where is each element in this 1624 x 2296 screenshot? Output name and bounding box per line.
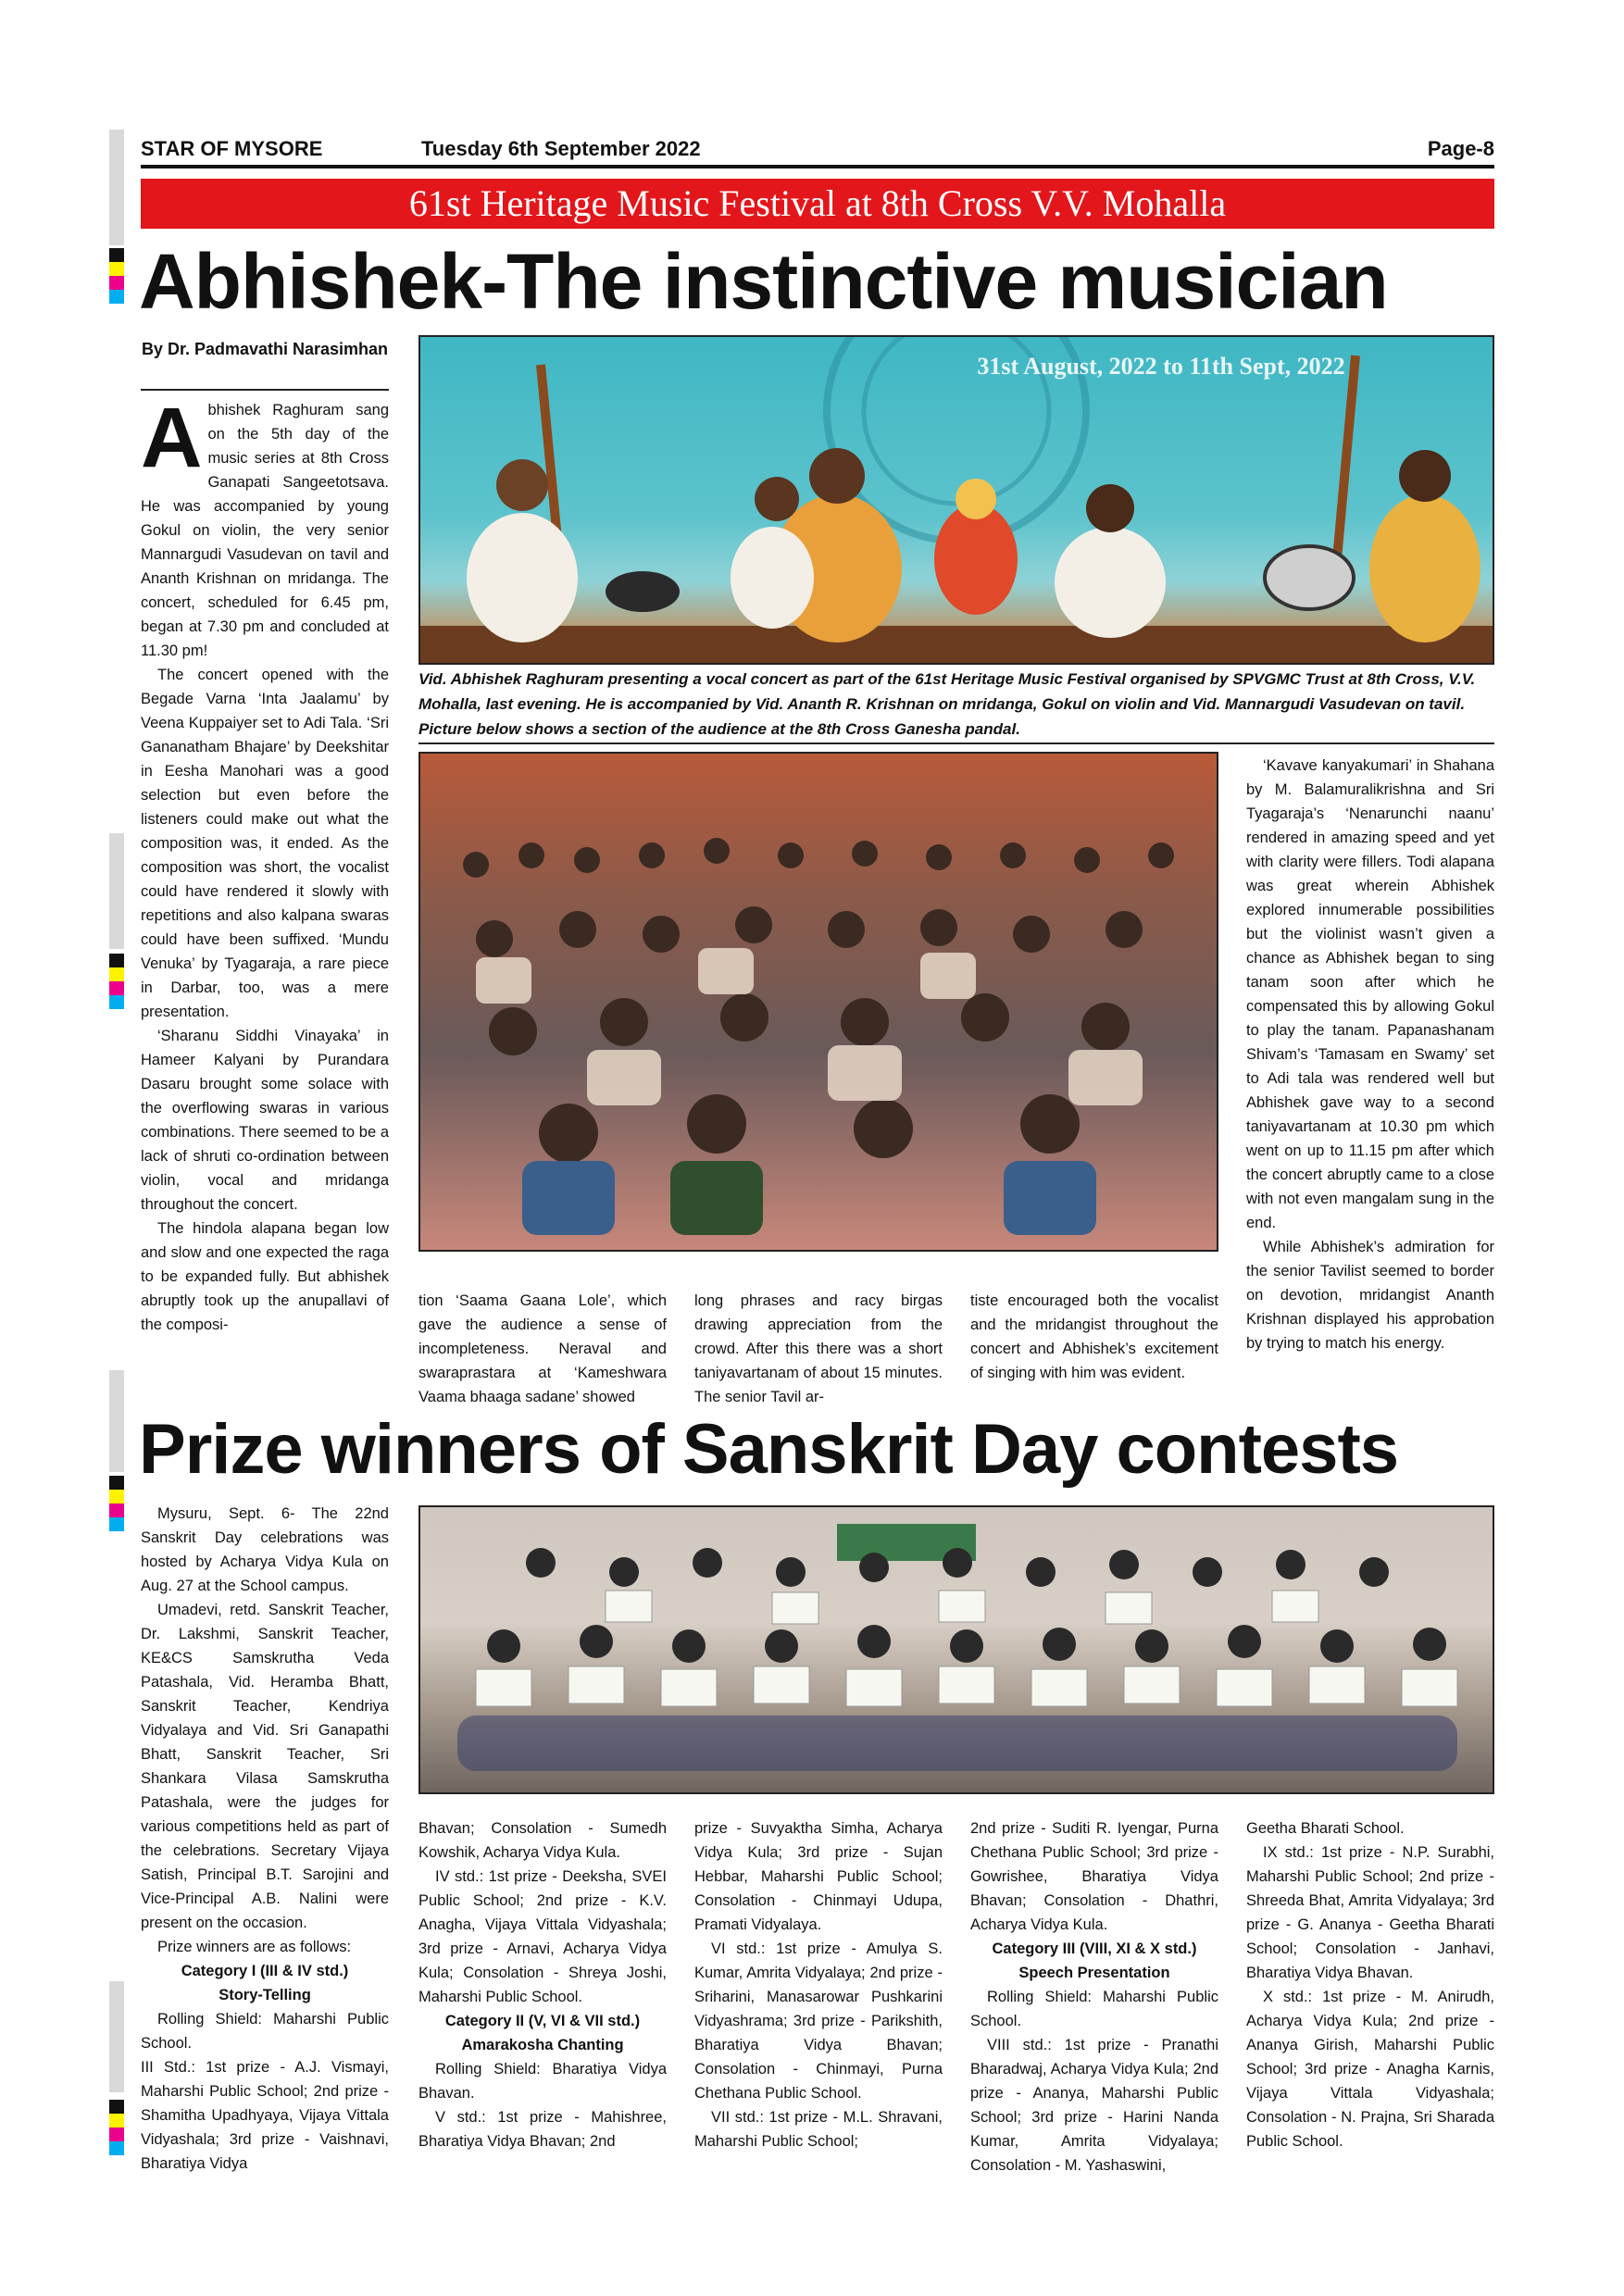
paragraph: long phrases and racy birgas drawing appreciation from the crowd. After this there was a short taniyavartanam of about 15 minutes. The senior Tavil ar- <box>694 1292 943 1405</box>
color-registration-mark <box>109 2100 124 2155</box>
prize-winners-illustration <box>420 1507 1493 1792</box>
category-heading: Category I (III & IV std.) <box>181 1963 349 1979</box>
paragraph: The concert opened with the Begade Varna ‘Inta Jaalamu’ by Veena Kuppaiyer set to Adi Tala. ‘Sri Gananatham Bhajare’ by Deekshitar in Eesha Manohari was a good selection but even before the listeners could make out what the composition was, it ended. As the composition was short, the vocalist could have rendered it slowly with repetitions and also kalpana swaras could have been suffixed. ‘Mundu Venuka’ by Tyagaraja, a rare piece in Darbar, too, was a mere presentation. <box>141 667 389 1020</box>
paragraph: bhishek Raghuram sang on the 5th day of the music series at 8th Cross Ganapati Sangeetotsava. He was accompanied by young Gokul on violin, the very senior Mannargudi Vasudevan on tavil and Ananth Krishnan on mridanga. The concert, scheduled for 6.45 pm, began at 7.30 pm and concluded at 11.30 pm! <box>141 402 389 659</box>
paragraph: X std.: 1st prize - M. Anirudh, Acharya Vidya Kula; 2nd prize - Ananya Girish, Maharshi Public School; 3rd prize - Anagha Karnis, Vijaya Vittala Vidyashala; Consolation - N. Prajna, Sri Sharada Public School. <box>1246 1989 1494 2150</box>
paragraph: ‘Sharanu Siddhi Vinayaka’ in Hameer Kalyani by Purandara Dasaru brought some solace with the overflowing swaras in various combinations. There seemed to be a lack of shruti co-ordination between violin, vocal and mridanga throughout the concert. <box>141 1028 389 1213</box>
paragraph: Bhavan; Consolation - Sumedh Kowshik, Acharya Vidya Kula. <box>418 1820 667 1861</box>
audience-photo <box>418 752 1218 1252</box>
registration-bar <box>109 1981 124 2092</box>
paragraph: VI std.: 1st prize - Amulya S. Kumar, Amrita Vidyalaya; 2nd prize - Sriharini, Manasarowar Pushkarini Vidyashrama; 3rd prize - Parikshith, Bharatiya Vidya Bhavan; Consolation - Chinmayi, Purna Chethana Public School. <box>694 1940 943 2102</box>
article-headline: Prize winners of Sanskrit Day contests <box>139 1410 1399 1489</box>
color-registration-mark <box>109 954 124 1009</box>
photo-banner-text: 31st August, 2022 to 11th Sept, 2022 <box>977 353 1345 380</box>
paragraph: tiste encouraged both the vocalist and the mridangist throughout the concert and Abhishek’s excitement of singing with him was evident. <box>970 1292 1218 1381</box>
paragraph: Rolling Shield: Maharshi Public School. <box>970 1989 1218 2029</box>
article-column-1 <box>141 391 389 1337</box>
contest-heading: Story-Telling <box>219 1987 311 2003</box>
category-heading: Category II (V, VI & VII std.) <box>444 2013 641 2029</box>
paragraph: VIII std.: 1st prize - Pranathi Bharadwaj, Acharya Vidya Kula; 2nd prize - Ananya, Maharshi Public School; 3rd prize - Harini Nanda Kumar, Amrita Vidyalaya; Consolation - M. Yashaswini, <box>970 2037 1218 2174</box>
page-number: Page-8 <box>1427 137 1494 160</box>
paragraph: VII std.: 1st prize - M.L. Shravani, Maharshi Public School; <box>694 2109 943 2150</box>
color-registration-mark <box>109 248 124 304</box>
paragraph: 2nd prize - Suditi R. Iyengar, Purna Chethana Public School; 3rd prize - Gowrishee, Bharatiya Vidya Bhavan; Consolation - Dhathri, Acharya Vidya Kula. <box>970 1820 1218 1933</box>
paragraph: Geetha Bharati School. <box>1246 1820 1405 1837</box>
registration-bar <box>109 130 124 245</box>
registration-bar <box>109 833 124 949</box>
article-column-5 <box>1246 1816 1494 2153</box>
paragraph: ‘Kavave kanyakumari’ in Shahana by M. Balamuralikrishna and Sri Tyagaraja’s ‘Nenarunchi naanu’ rendered in amazing speed and yet with clarity were fillers. Todi alapana was great wherein Abhishek explored innumerable possibilities but the violinist wasn’t given a chance as Abhishek began to sing tanam soon after which he compensated this by allowing Gokul to play the tanam. Papanashanam Shivam’s ‘Tamasam en Swamy’ set to Adi tala was rendered well but Abhishek gave way to a second taniyavartanam at 10.30 pm which went on up to 11.15 pm after which the concert abruptly came to a close with not even mangalam sung in the end. <box>1246 757 1494 1231</box>
paragraph: While Abhishek’s admiration for the senior Tavilist seemed to border on devotion, mridangist Ananth Krishnan displayed his approbation by trying to match his energy. <box>1246 1239 1494 1352</box>
masthead-rule <box>141 165 1494 168</box>
article-column-3 <box>694 1289 943 1409</box>
prize-winners-photo <box>418 1505 1494 1794</box>
paragraph: IV std.: 1st prize - Deeksha, SVEI Public School; 2nd prize - K.V. Anagha, Vijaya Vittala Vidyashala; 3rd prize - Arnavi, Acharya Vidya Kula; Consolation - Shreya Joshi, Maharshi Public School. <box>418 1868 667 2005</box>
issue-date: Tuesday 6th September 2022 <box>421 137 701 160</box>
article-column-2 <box>418 1289 667 1409</box>
drop-cap: A <box>141 391 203 485</box>
paragraph: tion ‘Saama Gaana Lole’, which gave the audience a sense of incompleteness. Neraval and swaraprastara at ‘Kameshwara Vaama bhaaga sadane’ showed <box>418 1292 667 1405</box>
paragraph: prize - Suvyaktha Simha, Acharya Vidya Kula; 3rd prize - Sujan Hebbar, Maharshi Public School; Consolation - Chinmayi Udupa, Pramati Vidyalaya. <box>694 1820 943 1933</box>
article-column-4 <box>970 1816 1218 2177</box>
paragraph: Umadevi, retd. Sanskrit Teacher, Dr. Lakshmi, Sanskrit Teacher, KE&CS Samskrutha Veda Patashala, Vid. Heramba Bhatt, Sanskrit Teacher, Kendriya Vidyalaya and Vid. Sri Ganapathi Bhatt, Sanskrit Teacher, Sri Shankara Vilasa Samskrutha Patashala, were the judges for various competitions held as part of the celebrations. Secretary Vijaya Satish, Principal B.T. Sarojini and Vice-Principal A.B. Nalini were present on the occasion. <box>141 1602 389 1931</box>
paragraph: The hindola alapana began low and slow and one expected the raga to be expanded fully. But abhishek abruptly took up the anupallavi of the composi- <box>141 1220 389 1333</box>
concert-photo <box>418 335 1494 665</box>
section-banner: 61st Heritage Music Festival at 8th Cross V.V. Mohalla <box>141 179 1494 229</box>
concert-illustration <box>420 337 1493 663</box>
audience-illustration <box>420 754 1217 1250</box>
paragraph: Rolling Shield: Maharshi Public School. <box>141 2011 389 2052</box>
byline: By Dr. Padmavathi Narasimhan <box>141 340 389 358</box>
contest-heading: Speech Presentation <box>1018 1965 1170 1981</box>
paragraph: Mysuru, Sept. 6- The 22nd Sanskrit Day celebrations was hosted by Acharya Vidya Kula on Aug. 27 at the School campus. <box>141 1505 389 1594</box>
paragraph: III Std.: 1st prize - A.J. Vismayi, Maharshi Public School; 2nd prize - Shamitha Upadhyaya, Vijaya Vittala Vidyashala; 3rd prize - Vaishnavi, Bharatiya Vidya <box>141 2059 389 2172</box>
article-headline: Abhishek-The instinctive musician <box>139 238 1388 325</box>
article-column-5 <box>1246 754 1494 1355</box>
photo-caption: Vid. Abhishek Raghuram presenting a vocal concert as part of the 61st Heritage Music Festival organised by SPVGMC Trust at 8th Cross, V.V. Mohalla, last evening. He is accompanied by Vid. Ananth R. Krishnan on mridanga, Gokul on violin and Vid. Mannargudi Vasudevan on tavil. Picture below shows a section of the audience at the 8th Cross Ganesha pandal. <box>418 670 1476 738</box>
paragraph: IX std.: 1st prize - N.P. Surabhi, Maharshi Public School; 2nd prize - Shreeda Bhat, Amrita Vidyalaya; 3rd prize - G. Ananya - Geetha Bharati School; Consolation - Janhavi, Bharatiya Vidya Bhavan. <box>1246 1844 1494 1981</box>
color-registration-mark <box>109 1476 124 1531</box>
registration-bar <box>109 1370 124 1472</box>
article-column-2 <box>418 1816 667 2153</box>
contest-heading: Amarakosha Chanting <box>461 2037 624 2053</box>
paragraph: Rolling Shield: Bharatiya Vidya Bhavan. <box>418 2061 667 2102</box>
paper-name: STAR OF MYSORE <box>141 137 323 160</box>
category-heading: Category III (VIII, XI & X std.) <box>992 1940 1197 1957</box>
caption-rule <box>418 742 1494 744</box>
article-column-3 <box>694 1816 943 2153</box>
article-column-1 <box>141 1502 389 2176</box>
paragraph: V std.: 1st prize - Mahishree, Bharatiya Vidya Bhavan; 2nd <box>418 2109 667 2150</box>
article-column-4 <box>970 1289 1218 1385</box>
paragraph: Prize winners are as follows: <box>157 1939 352 1955</box>
